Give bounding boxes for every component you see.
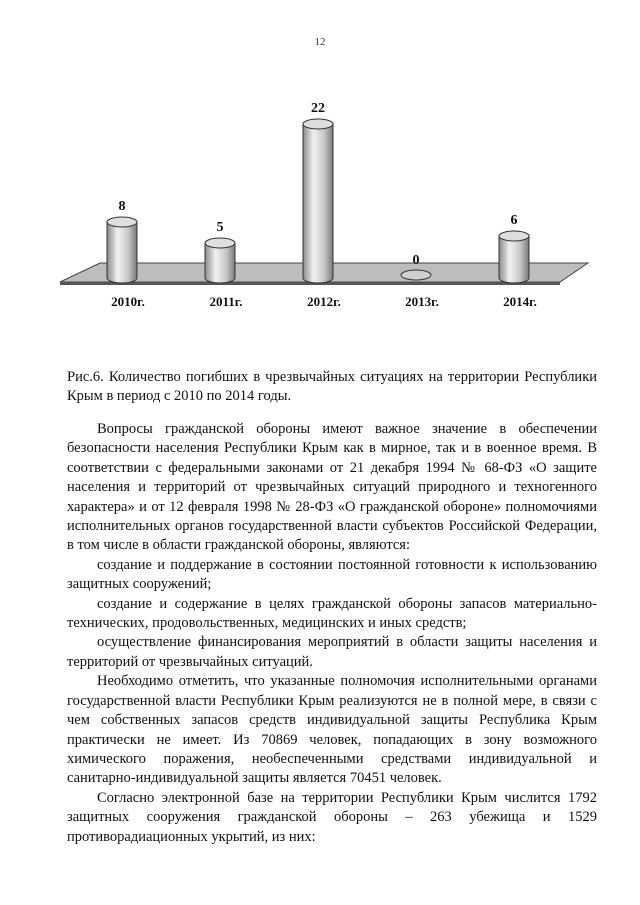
paragraph-shelters: Согласно электронной базе на территории Республики Крым числится 1792 защитных сооружения гражданской обороны – 263 убежища и 1529 противорадиационных укрытий, из них: (67, 789, 597, 845)
category-label: 2010г. (111, 294, 145, 309)
list-item: создание и поддержание в состоянии постоянной готовности к использованию защитных сооружений; (67, 556, 597, 593)
category-label: 2014г. (503, 294, 537, 309)
data-label: 8 (118, 199, 126, 214)
data-label: 5 (216, 220, 224, 235)
bar-top-0 (107, 217, 137, 227)
paragraph-ppe: Необходимо отметить, что указанные полномочия исполнительными органами государственной власти Республики Крым реализуются не в полной мере, в связи с чем собственных запасов средств индивидуальной защиты Республика Крым практически не имеет. Из 70869 человек, попадающих в зону возможного химического поражения, необеспеченными средствами индивидуальной и санитарно-индивидуальной защиты является 70451 человек. (67, 673, 597, 787)
bar-2 (303, 124, 333, 283)
figure-caption: Рис.6. Количество погибших в чрезвычайных ситуациях на территории Республики Крым в период с 2010 по 2014 годы. (67, 369, 597, 404)
data-label: 6 (510, 213, 518, 228)
bar-1 (205, 243, 235, 283)
bar-top-4 (499, 231, 529, 241)
bar-top-1 (205, 238, 235, 248)
body-text (67, 420, 597, 847)
page-number: 12 (314, 36, 326, 48)
list-item: создание и содержание в целях гражданской обороны запасов материально-технических, продовольственных, медицинских и иных средств; (67, 595, 597, 632)
category-label: 2011г. (209, 294, 243, 309)
bar-0 (107, 222, 137, 283)
category-label: 2012г. (307, 294, 341, 309)
data-label: 0 (412, 253, 420, 268)
data-label: 22 (311, 101, 325, 116)
category-label: 2013г. (405, 294, 439, 309)
paragraph-intro: Вопросы гражданской обороны имеют важное значение в обеспечении безопасности населения Республики Крым как в мирное, так и в военное время. В соответствии с федеральными законами от 21 декабря 1994 № 68-ФЗ «О защите населения и территорий от чрезвычайных ситуаций природного и техногенного характера» и от 12 февраля 1998 № 28-ФЗ «О гражданской обороне» полномочиями исполнительных органов государственной власти субъектов Российской Федерации, в том числе в области гражданской обороны, являются: (67, 421, 597, 554)
list-item: осуществление финансирования мероприятий в области защиты населения и территорий от чрезвычайных ситуаций. (67, 634, 597, 670)
bar-4 (499, 236, 529, 283)
bar-top-2 (303, 119, 333, 129)
bar-3 (401, 270, 431, 280)
bar-chart (40, 70, 600, 330)
